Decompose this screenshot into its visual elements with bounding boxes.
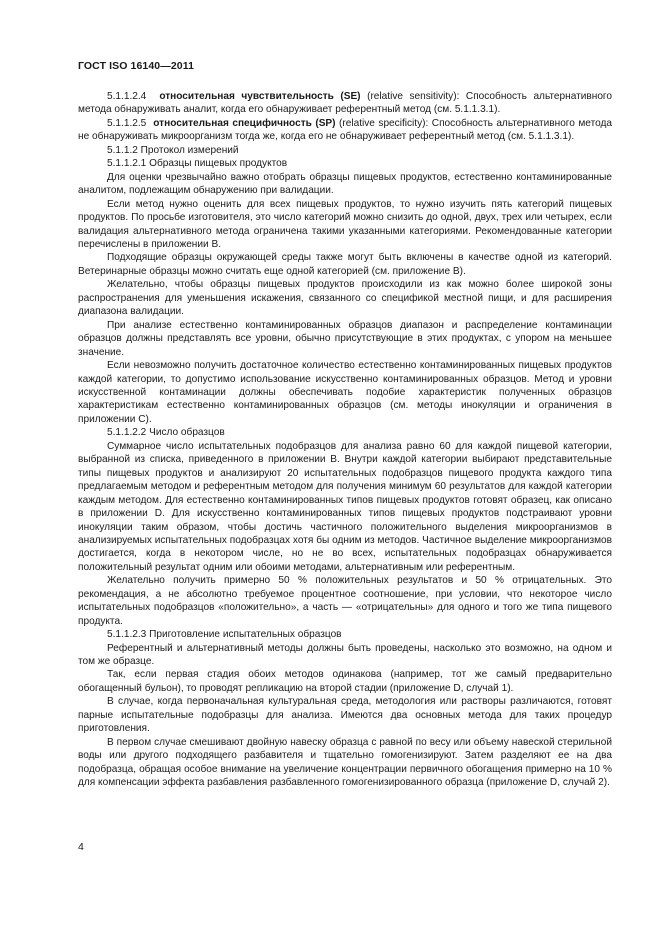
body-paragraph: Референтный и альтернативный методы должны быть проведены, насколько это возможно, на одном и том же образце. [78,642,612,668]
body-paragraph: Для оценки чрезвычайно важно отобрать образцы пищевых продуктов, естественно контаминированные аналитом, подлежащим обнаружению при валидации. [78,171,612,197]
defined-term: относительная специфичность (SP) [153,117,336,129]
section-heading: 5.1.1.2.2 Число образцов [107,427,225,439]
body-paragraph: Если метод нужно оценить для всех пищевых продуктов, то нужно изучить пять категорий пищевых продуктов. По просьбе изготовителя, это число категорий можно снизить до одной, двух, трех или четырех, если валидация альтернативного метода ограничена такими указанными категориями. Рекомендованные категории перечислены в приложении B. [78,198,612,250]
section-heading: 5.1.1.2.1 Образцы пищевых продуктов [107,158,288,170]
section-heading: 5.1.1.2 Протокол измерений [107,144,239,156]
defined-term: относительная чувствительность (SE) [159,91,361,102]
document-code-header: ГОСТ ISO 16140—2011 [78,60,195,72]
body-paragraph: Суммарное число испытательных подобразцов для анализа равно 60 для каждой пищевой категории, выбранной из списка, приведенного в приложении B. Внутри каждой категории выбирают представительные типы пищевых продуктов и анализируют 20 испытательных подобразцов пищевого продукта каждого типа предлагаемым методом и референтным методом для получения минимум 60 результатов для каждой категории каждым методом. Для естественно контаминированных типов пищевых продуктов готовят образец, как описано в приложении D. Для искусственно контаминированных типов пищевых продуктов подстраивают уровни инокуляции таким образом, чтобы достичь частичного положительного выделения микроорганизмов в анализируемых испытательных подобразцах хотя бы одним из методов. Частичное выделение микроорганизмов достигается, когда в некотором числе, но не во всех, испытательных подобразцах обнаруживается положительный результат одним или обоими методами, альтернативным или референтным. [78,440,612,573]
page-number: 4 [78,841,84,853]
body-paragraph: Желательно получить примерно 50 % положительных результатов и 50 % отрицательных. Это рекомендация, а не абсолютно требуемое процентное соотношение, при условии, что некоторое число испытательных подобразцов «положительно», а часть — «отрицательны» для одного и того же типа пищевого продукта. [78,575,612,627]
body-paragraph: Так, если первая стадия обоих методов одинакова (например, тот же самый предварительно обогащенный бульон), то проводят репликацию на второй стадии (приложение D, случай 1). [78,669,612,694]
page-body [78,90,612,790]
body-paragraph: Подходящие образцы окружающей среды также могут быть включены в качестве одной из категорий. Ветеринарные образцы можно считать еще одной категорией (см. приложение B). [78,252,612,277]
body-paragraph: В случае, когда первоначальная культуральная среда, методология или растворы различаются, готовят парные испытательные подобразцы для анализа. Имеются два основных метода для таких процедур приготовления. [78,696,612,735]
section-heading: 5.1.1.2.3 Приготовление испытательных образцов [107,629,342,641]
body-paragraph: В первом случае смешивают двойную навеску образца с равной по весу или объему навеской стерильной воды или другого подходящего разбавителя и тщательно гомогенизируют. Затем разделяют ее на два подобразца, обращая особое внимание на увеличение концентрации первичного обогащения примерно на 10 % для компенсации эффекта разбавления разбавленного гомогенизированного образца (приложение D, случай 2). [78,736,612,789]
body-paragraph: При анализе естественно контаминированных образцов диапазон и распределение контаминации образцов должны представлять все уровни, обычно присутствующие в этих продуктах, с упором на меньшее значение. [78,319,612,358]
body-paragraph: Желательно, чтобы образцы пищевых продуктов происходили из как можно более широкой зоны распространения для уменьшения искажения, связанного со спецификой местной пищи, и для расширения диапазона валидации. [78,279,612,318]
body-paragraph: Если невозможно получить достаточное количество естественно контаминированных пищевых продуктов каждой категории, то допустимо использование искусственно контаминированных образцов. Метод и уровни искусственной контаминации должны обеспечивать подобие характеристик полученных образцов характеристикам естественно контаминированных образцов (см. методы инокуляции и ограничения в приложении C). [78,360,612,425]
definition-paragraph: 5.1.1.2.4 относительная чувствительность (SE) (relative sensitivity): Способность альтернативного метода обнаруживать аналит, когда его обнаруживает референтный метод (см. 5.1.1.3.1). [78,91,613,116]
definition-paragraph: 5.1.1.2.5 относительная специфичность (SP) (relative specificity): Способность альтернативного метода не обнаруживать микроорганизм тогда же, когда его не обнаруживает референтный метод (см. 5.1.1.3.1). [78,117,612,143]
